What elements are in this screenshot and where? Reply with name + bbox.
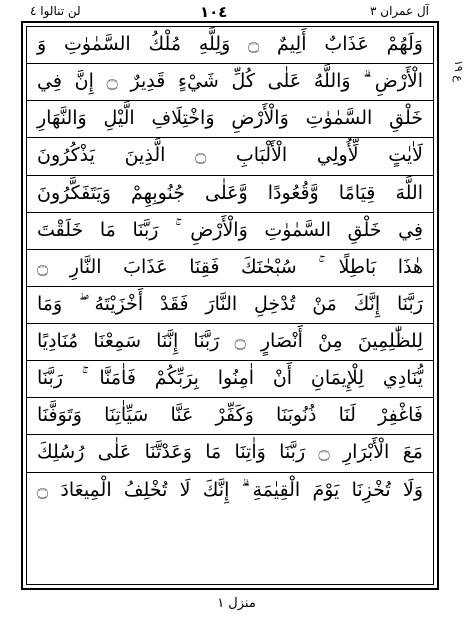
verse-lines (27, 27, 433, 584)
verse-line: اللَّهَ قِيَامًا وَّقُعُودًا وَّعَلٰى جُنُوبِهِمْ وَيَتَفَكَّرُونَ (27, 176, 433, 213)
verse-line: خَلْقِ السَّمٰوٰتِ وَالْأَرْضِ وَاخْتِلَافِ الَّيْلِ وَالنَّهَارِ (27, 101, 433, 138)
para-name: لن تنالوا ٤ (30, 4, 81, 18)
surah-name: آل عمران ٣ (370, 4, 429, 18)
page-number: ١٠٤ (200, 3, 228, 21)
page-header (0, 4, 473, 22)
verse-line: فَاغْفِرْ لَنَا ذُنُوبَنَا وَكَفِّرْ عَنَّا سَيِّاٰتِنَا وَتَوَفَّنَا (27, 398, 433, 435)
ruku-marker: ع ١٩ (452, 60, 465, 82)
verse-line: هٰذَا بَاطِلًا ۚ سُبْحٰنَكَ فَقِنَا عَذَابَ النَّارِ ۝ (27, 250, 433, 287)
verse-line: لَاٰيٰتٍ لِّأُولِي الْأَلْبَابِ ۝ الَّذِينَ يَذْكُرُونَ (27, 138, 433, 175)
verse-line: فِي خَلْقِ السَّمٰوٰتِ وَالْأَرْضِ ۚ رَبَّنَا مَا خَلَقْتَ (27, 213, 433, 250)
verse-line: يُّنَادِي لِلْإِيمَانِ أَنْ اٰمِنُوا بِرَبِّكُمْ فَاٰمَنَّا ۚ رَبَّنَا (27, 361, 433, 398)
verse-line: وَلَا تُخْزِنَا يَوْمَ الْقِيٰمَةِ ۗ إِنَّكَ لَا تُخْلِفُ الْمِيعَادَ ۝ (37, 478, 423, 501)
verse-line: رَبَّنَا إِنَّكَ مَنْ تُدْخِلِ النَّارَ فَقَدْ أَخْزَيْتَهُ ۖ وَمَا (27, 287, 433, 324)
manzil-footer: منزل ١ (217, 596, 256, 611)
verse-line: لِلظّٰلِمِينَ مِنْ أَنْصَارٍ ۝ رَبَّنَا إِنَّنَا سَمِعْنَا مُنَادِيًا (27, 324, 433, 361)
verse-line: وَلَهُمْ عَذَابٌ أَلِيمٌ ۝ وَلِلَّهِ مُلْكُ السَّمٰوٰتِ وَ (27, 27, 433, 64)
verse-line: مَعَ الْأَبْرَارِ ۝ رَبَّنَا وَاٰتِنَا مَا وَعَدْتَّنَا عَلٰى رُسُلِكَ (27, 435, 433, 472)
verse-line: الْأَرْضِ ۗ وَاللَّهُ عَلٰى كُلِّ شَيْءٍ قَدِيرٌ ۝ إِنَّ فِي (27, 64, 433, 101)
